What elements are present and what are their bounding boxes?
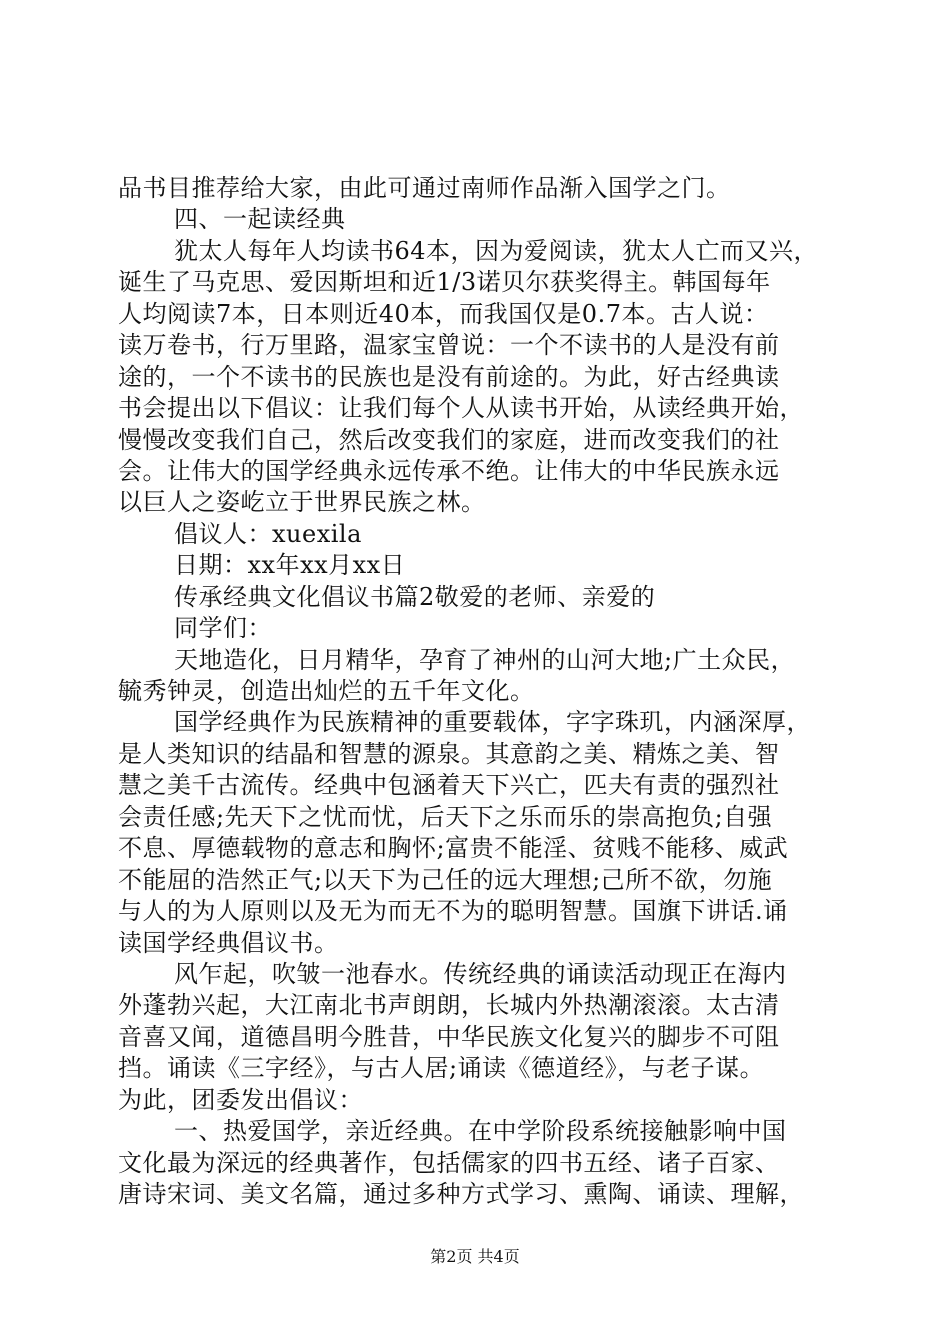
document-body (118, 173, 838, 1210)
text-line: 风乍起，吹皱一池春水。传统经典的诵读活动现正在海内 (174, 959, 787, 988)
text-line: 文化最为深远的经典著作，包括儒家的四书五经、诸子百家、 (118, 1148, 780, 1177)
text-line: 天地造化，日月精华，孕育了神州的山河大地;广土众民， (174, 645, 796, 674)
text-line: 倡议人：xuexila (174, 519, 362, 548)
text-line: 外蓬勃兴起，大江南北书声朗朗，长城内外热潮滚滚。太古清 (118, 991, 780, 1020)
text-line: 慧之美千古流传。经典中包涵着天下兴亡，匹夫有责的强烈社 (118, 771, 780, 800)
text-line: 毓秀钟灵，创造出灿烂的五千年文化。 (118, 677, 535, 705)
text-line: 是人类知识的结晶和智慧的源泉。其意韵之美、精炼之美、智 (118, 739, 780, 768)
text-line: 以巨人之姿屹立于世界民族之林。 (118, 488, 486, 517)
text-line: 品书目推荐给大家，由此可通过南师作品渐入国学之门。 (118, 174, 731, 202)
text-line: 一、热爱国学，亲近经典。在中学阶段系统接触影响中国 (174, 1117, 787, 1146)
page-footer: 第2页 共4页 (430, 1247, 520, 1266)
text-line: 会。让伟大的国学经典永远传承不绝。让伟大的中华民族永远 (118, 456, 780, 485)
text-line: 传承经典文化倡议书篇2敬爱的老师、亲爱的 (174, 582, 656, 611)
text-line: 不息、厚德载物的意志和胸怀;富贵不能淫、贫贱不能移、威武 (118, 834, 789, 863)
text-line: 人均阅读7本，日本则近40本，而我国仅是0.7本。古人说： (118, 299, 769, 328)
text-line: 同学们： (174, 614, 272, 643)
text-line: 会责任感;先天下之忧而忧，后天下之乐而乐的崇高抱负;自强 (118, 802, 773, 831)
text-line: 国学经典作为民族精神的重要载体，字字珠玑，内涵深厚， (174, 708, 811, 737)
text-line: 不能屈的浩然正气;以天下为己任的远大理想;己所不欲，勿施 (118, 865, 773, 894)
text-line: 挡。诵读《三字经》，与古人居;诵读《德道经》，与老子谋。 (118, 1054, 765, 1083)
text-line: 与人的为人原则以及无为而无不为的聪明智慧。国旗下讲话.诵 (118, 897, 788, 926)
text-line: 日期：xx年xx月xx日 (174, 551, 406, 580)
text-line: 四、一起读经典 (174, 205, 346, 234)
text-line: 诞生了马克思、爱因斯坦和近1/3诺贝尔获奖得主。韩国每年 (118, 268, 771, 297)
text-line: 慢慢改变我们自己，然后改变我们的家庭，进而改变我们的社 (118, 425, 780, 454)
text-line: 书会提出以下倡议：让我们每个人从读书开始，从读经典开始， (118, 394, 804, 423)
text-line: 途的，一个不读书的民族也是没有前途的。为此，好古经典读 (118, 362, 780, 391)
text-line: 犹太人每年人均读书64本，因为爱阅读，犹太人亡而又兴， (174, 236, 819, 265)
text-line: 为此，团委发出倡议： (118, 1085, 363, 1114)
text-line: 唐诗宋词、美文名篇，通过多种方式学习、熏陶、诵读、理解， (118, 1180, 804, 1208)
text-line: 读万卷书，行万里路，温家宝曾说：一个不读书的人是没有前 (118, 331, 780, 360)
text-line: 音喜又闻，道德昌明今胜昔，中华民族文化复兴的脚步不可阻 (118, 1022, 780, 1051)
text-line: 读国学经典倡议书。 (118, 928, 339, 957)
